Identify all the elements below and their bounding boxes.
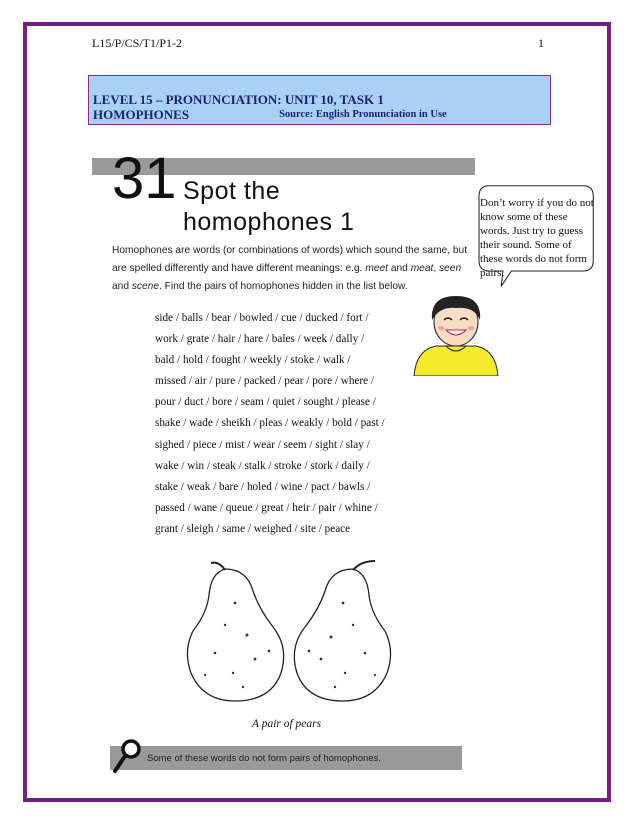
title-line-2: HOMOPHONES [93,107,190,122]
title-line-1: LEVEL 15 – PRONUNCIATION: UNIT 10, TASK 1 [93,92,384,107]
intro-comma: , [433,263,440,274]
speech-bubble-text: Don’t worry if you do not know some of these words. Just try to guess their sound. Some of these words do not form pairs. [480,197,594,279]
source-label: Source: English Pronunciation in Use [279,109,447,120]
title-box [88,75,551,125]
word-list-line: missed / air / pure / packed / pear / pore / where / [155,375,375,388]
word-list-line: passed / wane / queue / great / heir / pair / whine / [155,501,378,514]
unit-title-line-1: Spot the [183,177,281,205]
word-list-line: side / balls / bear / bowled / cue / ducked / fort / [155,312,369,324]
boy-illustration [410,290,502,376]
word-list-line: pour / duct / bore / seam / quiet / sought / please / [155,396,376,409]
unit-title-line-2: homophones 1 [183,208,355,236]
intro-and-1: and [388,263,411,274]
intro-text-1: Homophones are words (or combinations of words) which sound the same, but are spelled differently and have different meanings: e.g. [112,245,468,274]
intro-text-2: . Find the pairs of homophones hidden in the list below. [159,281,408,292]
word-list-line: grant / sleigh / same / weighed / site / peace [155,522,351,535]
word-list-line: stake / weak / bare / holed / wine / pact / bawls / [155,480,371,493]
word-list-line: shake / wade / sheikh / pleas / weakly / bold / past / [155,417,385,430]
footer-note: Some of these words do not form pairs of homophones. [147,753,381,764]
word-list-line: wake / win / steak / stalk / stroke / stork / daily / [155,459,370,472]
image-caption: A pair of pears [252,718,322,730]
pears-illustration [185,555,395,705]
word-list-line: work / grate / hair / hare / bales / week / dally / [155,333,365,346]
unit-title [183,176,354,238]
intro-paragraph [112,242,468,296]
word-list-line: bald / hold / fought / weekly / stoke / walk / [155,354,351,367]
example-meat: meat [410,263,434,274]
title-line-2-row [93,107,550,122]
word-list [155,308,385,540]
word-list-line: sighed / piece / mist / wear / seem / sight / slay / [155,438,370,451]
example-scene: scene [131,281,160,292]
example-seen: seen [439,263,462,274]
page-number: 1 [538,36,544,50]
magnifier-icon [112,738,142,774]
example-meet: meet [365,263,389,274]
unit-number: 31 [112,146,177,211]
intro-and-2: and [112,281,132,292]
document-code: L15/P/CS/T1/P1-2 [92,36,183,50]
